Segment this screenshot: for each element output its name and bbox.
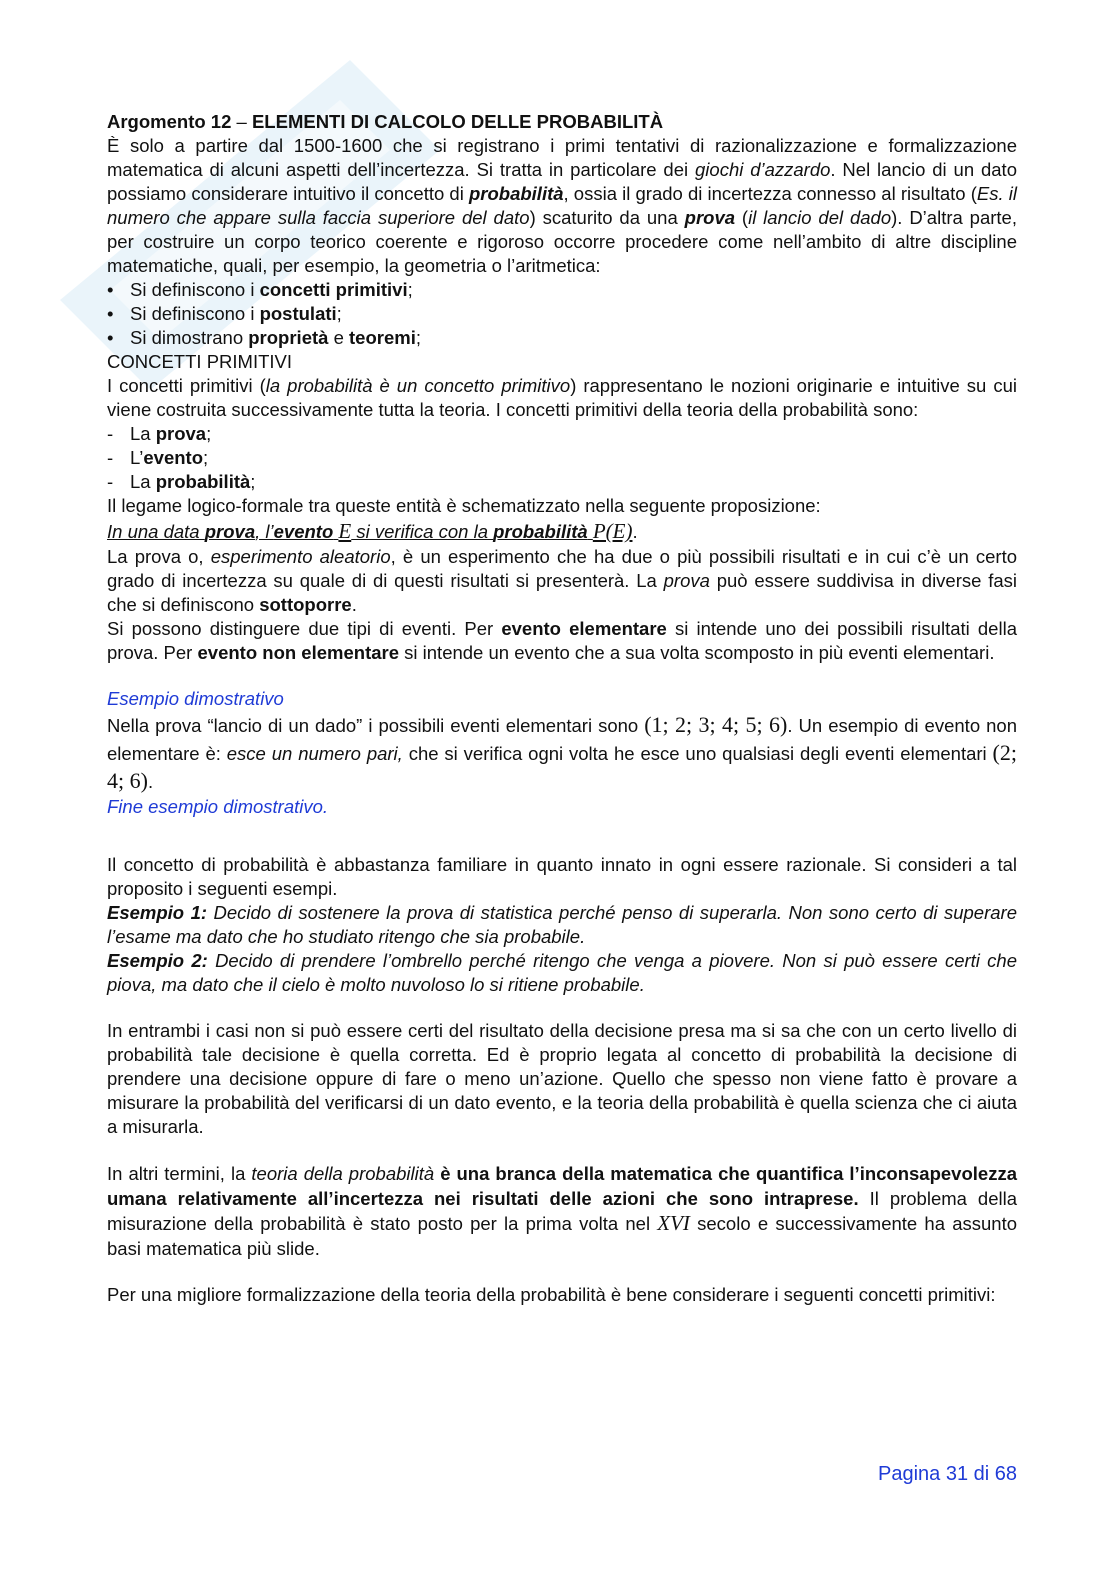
dash-list xyxy=(107,422,1017,494)
paragraph-logical-link: Il legame logico-formale tra queste entità è schematizzato nella seguente proposizione: xyxy=(107,495,821,516)
bullet-icon: • xyxy=(107,279,114,300)
example-start-label: Esempio dimostrativo xyxy=(107,688,284,709)
paragraph-both-cases: In entrambi i casi non si può essere certi del risultato della decisione presa ma si sa che con un certo livello di probabilità tale decisione è quella corretta. Ed è proprio legata al concetto di probabilità la decisione di prendere una decisione oppure di fare o meno un’azione. Quello che spesso non viene fatto è provare a misurare la probabilità del verificarsi di un dato evento, e la teoria della probabilità è quella scienza che ci aiuta a misurarla. xyxy=(107,1020,1017,1137)
spacer xyxy=(107,1261,1017,1283)
list-item: - L’evento; xyxy=(107,447,209,468)
proposition: In una data prova, l’evento E si verifica con la probabilità P(E). xyxy=(107,519,638,543)
example-end-label: Fine esempio dimostrativo. xyxy=(107,796,329,817)
section-heading: CONCETTI PRIMITIVI xyxy=(107,351,292,372)
paragraph-intro: È solo a partire dal 1500-1600 che si registrano i primi tentativi di razionalizzazione e formalizzazione matematica di alcuni aspetti dell’incertezza. Si tratta in particolare dei giochi d’azzardo. Nel lancio di un dato possiamo considerare intuitivo il concetto di probabilità, ossia il grado di incertezza connesso al risultato (Es. il numero che appare sulla faccia superiore del dato) scaturito da una prova (il lancio del dado). D’altra parte, per costruire un corpo teorico coerente e rigoroso occorre procedere come nell’ambito di altre discipline matematiche, quali, per esempio, la geometria o l’aritmetica: xyxy=(107,135,1017,276)
title-prefix: Argomento 12 xyxy=(107,111,232,132)
paragraph-event-types: Si possono distinguere due tipi di eventi. Per evento elementare si intende uno dei possibili risultati della prova. Per evento non elementare si intende un evento che a sua volta scomposto in più eventi elementari. xyxy=(107,618,1017,663)
paragraph-familiar-concept: Il concetto di probabilità è abbastanza familiare in quanto innato in ogni essere razionale. Si consideri a tal proposito i seguenti esempi. xyxy=(107,854,1017,899)
dash-icon: - xyxy=(107,447,114,468)
document-page xyxy=(107,110,1017,1307)
paragraph-theory-definition: In altri termini, la teoria della probabilità è una branca della matematica che quantifica l’inconsapevolezza umana relativamente all’incertezza nei risultati delle azioni che sono intraprese. Il problema della misurazione della probabilità è stato posto per la prima volta nel XVI secolo e successivamente ha assunto basi matematica più slide. xyxy=(107,1163,1018,1259)
example-2: Esempio 2: Decido di prendere l’ombrello perché ritengo che venga a piovere. Non si può essere certi che piova, ma dato che il cielo è molto nuvoloso lo si ritiene probabile. xyxy=(107,950,1017,995)
bullet-icon: • xyxy=(107,327,114,348)
list-item: • Si definiscono i postulati; xyxy=(107,303,342,324)
bullet-icon: • xyxy=(107,303,114,324)
title-main: ELEMENTI DI CALCOLO DELLE PROBABILITÀ xyxy=(251,111,664,132)
list-item: - La prova; xyxy=(107,423,212,444)
paragraph-random-experiment: La prova o, esperimento aleatorio, è un esperimento che ha due o più possibili risultati e in cui c’è un certo grado di incertezza su quale di di questi risultati si presenterà. La prova può essere suddivisa in diverse fasi che si definiscono sottoporre. xyxy=(107,546,1017,615)
paragraph-example-dice: Nella prova “lancio di un dado” i possibili eventi elementari sono (1; 2; 3; 4; 5; 6). Un esempio di evento non elementare è: esce un numero pari, che si verifica ogni volta he esce uno qualsiasi degli eventi elementari (2; 4; 6). xyxy=(107,712,1017,793)
document-title xyxy=(107,110,1017,134)
dash-icon: - xyxy=(107,423,114,444)
title-dash: – xyxy=(236,111,247,132)
page-number-footer: Pagina 31 di 68 xyxy=(877,1463,1017,1485)
list-item: - La probabilità; xyxy=(107,471,256,492)
spacer xyxy=(107,1139,1017,1161)
example-1: Esempio 1: Decido di sostenere la prova di statistica perché penso di superarla. Non sono certo di superare l’esame ma dato che ho studiato ritengo che sia probabile. xyxy=(107,902,1017,947)
paragraph-formalization: Per una migliore formalizzazione della teoria della probabilità è bene considerare i seguenti concetti primitivi: xyxy=(107,1284,996,1305)
spacer xyxy=(107,665,1017,687)
spacer xyxy=(107,997,1017,1019)
bullet-list xyxy=(107,278,1017,350)
list-item: • Si dimostrano proprietà e teoremi; xyxy=(107,327,421,348)
spacer xyxy=(107,819,1017,853)
paragraph-primitive-concepts: I concetti primitivi (la probabilità è un concetto primitivo) rappresentano le nozioni originarie e intuitive su cui viene costruita successivamente tutta la teoria. I concetti primitivi della teoria della probabilità sono: xyxy=(107,375,1017,420)
list-item: • Si definiscono i concetti primitivi; xyxy=(107,279,413,300)
dash-icon: - xyxy=(107,471,114,492)
